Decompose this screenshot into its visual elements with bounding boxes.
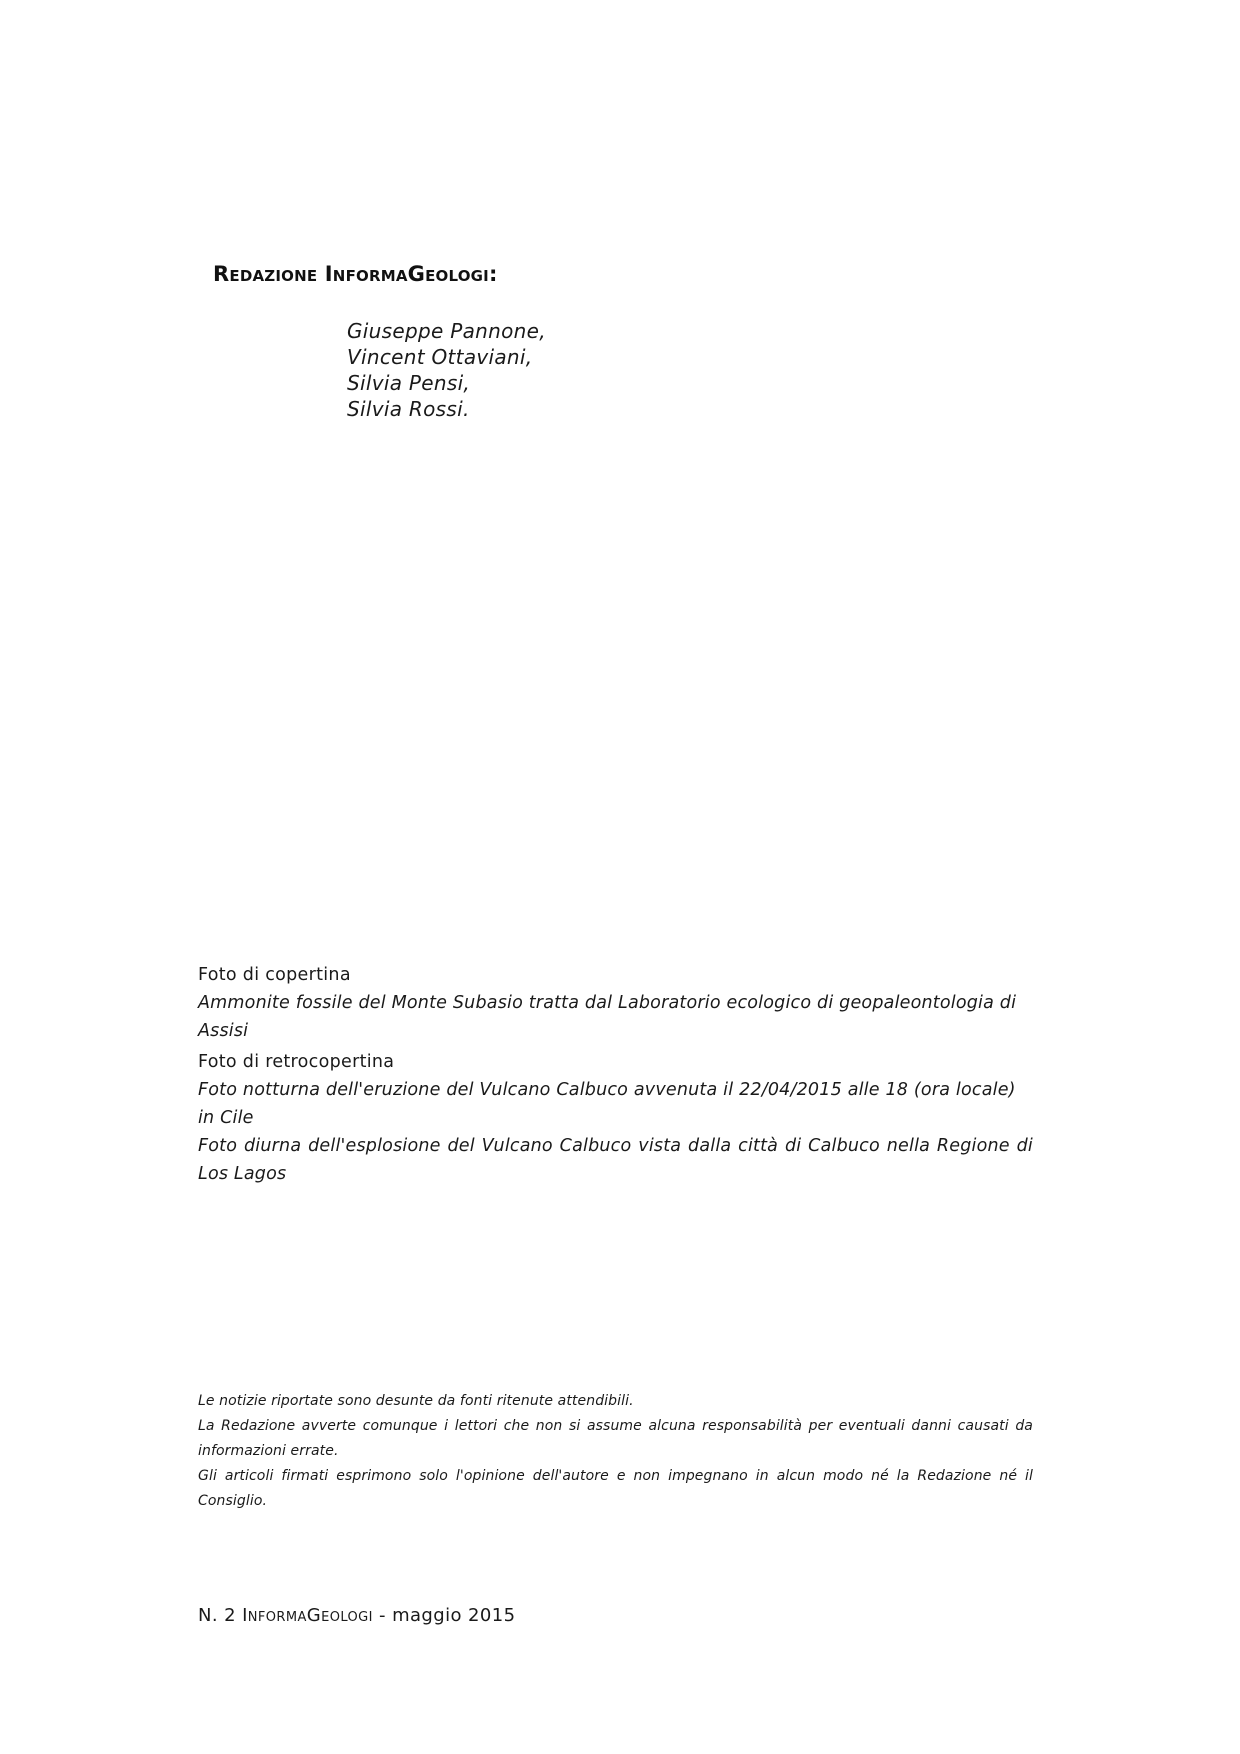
back-cover-photo-label: Foto di retrocopertina	[198, 1052, 395, 1072]
disclaimer	[198, 1389, 1033, 1514]
issue-number: N. 2	[198, 1605, 236, 1626]
editor-name: Giuseppe Pannone,	[347, 319, 546, 343]
editor-name: Silvia Rossi.	[347, 397, 470, 421]
cover-photo-description: Ammonite fossile del Monte Subasio tratta dal Laboratorio ecologico di geopaleontologia di Assisi	[198, 993, 1017, 1041]
issue-date: maggio 2015	[392, 1605, 516, 1626]
masthead-heading: Redazione InformaGeologi:	[213, 262, 498, 286]
page-footer	[198, 1605, 515, 1626]
back-cover-photo-line: Foto diurna dell'esplosione del Vulcano Calbuco vista dalla città di Calbuco nella Regione di Los Lagos	[198, 1136, 1033, 1184]
disclaimer-sources: Le notizie riportate sono desunte da fonti ritenute attendibili.	[198, 1393, 634, 1409]
editor-list	[347, 318, 546, 422]
editor-name: Vincent Ottaviani,	[347, 345, 533, 369]
back-cover-photo-caption	[198, 1048, 1033, 1188]
publication-name: InformaGeologi	[242, 1605, 373, 1626]
cover-photo-caption	[198, 961, 1033, 1045]
editor-name: Silvia Pensi,	[347, 371, 471, 395]
footer-separator: -	[379, 1605, 386, 1626]
back-cover-photo-line: Foto notturna dell'eruzione del Vulcano Calbuco avvenuta il 22/04/2015 alle 18 (ora locale) in Cile	[198, 1080, 1016, 1128]
disclaimer-opinions: Gli articoli firmati esprimono solo l'opinione dell'autore e non impegnano in alcun modo né la Redazione né il Consiglio.	[198, 1468, 1033, 1509]
cover-photo-label: Foto di copertina	[198, 965, 351, 985]
disclaimer-liability: La Redazione avverte comunque i lettori che non si assume alcuna responsabilità per eventuali danni causati da informazioni errate.	[198, 1418, 1033, 1459]
